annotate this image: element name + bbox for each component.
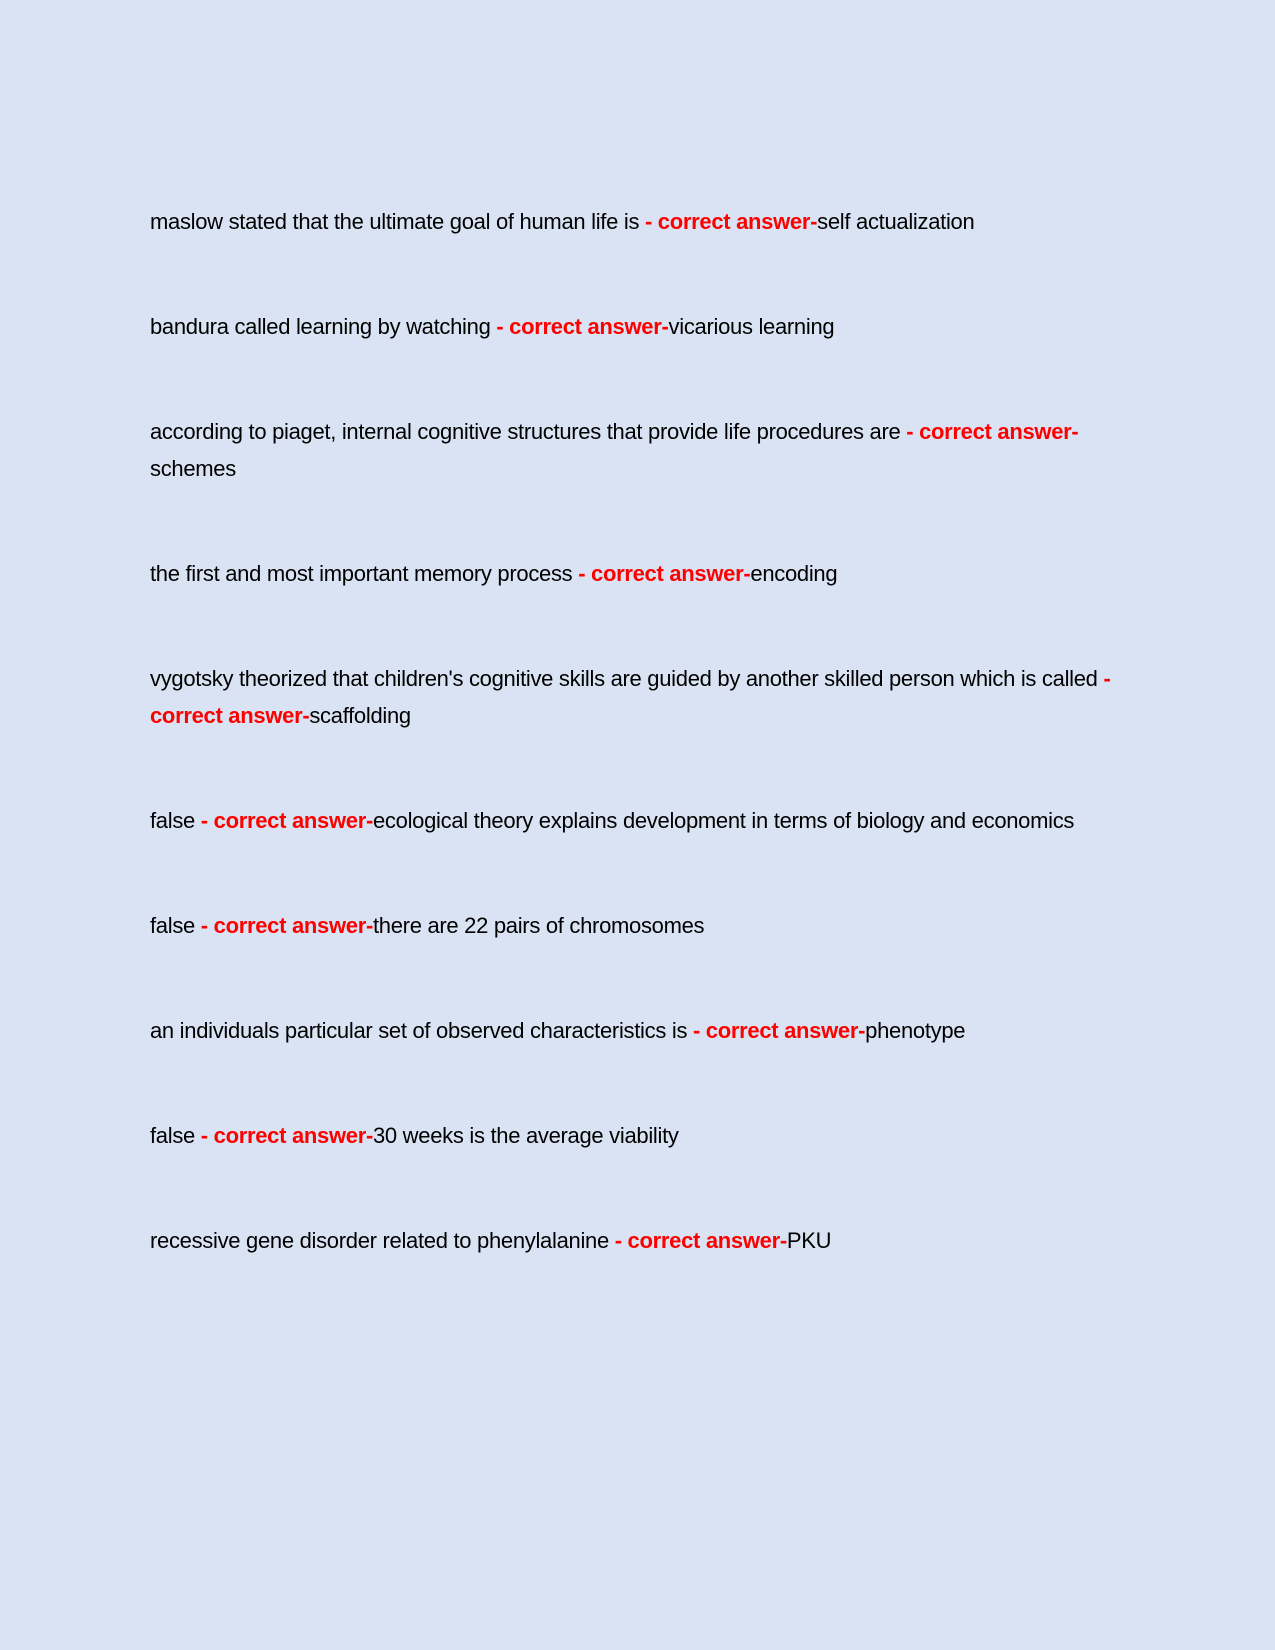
question-text: vygotsky theorized that children's cognitive skills are guided by another skilled person which is called: [150, 666, 1104, 691]
correct-answer-separator: - correct answer-: [578, 561, 751, 586]
qa-entry: [150, 907, 1140, 944]
answer-text: phenotype: [865, 1018, 966, 1043]
correct-answer-separator: - correct answer-: [496, 314, 669, 339]
document-body: [150, 203, 1140, 1327]
qa-entry: [150, 802, 1140, 839]
qa-entry: [150, 1222, 1140, 1259]
question-text: recessive gene disorder related to phenylalanine: [150, 1228, 615, 1253]
correct-answer-separator: - correct answer-: [200, 1123, 373, 1148]
correct-answer-separator: - correct answer-: [906, 419, 1079, 444]
question-text: maslow stated that the ultimate goal of human life is: [150, 209, 645, 234]
correct-answer-separator: - correct answer-: [692, 1018, 866, 1043]
qa-entry: [150, 1012, 1140, 1049]
answer-text: schemes: [150, 456, 236, 481]
answer-text: there are 22 pairs of chromosomes: [373, 913, 705, 938]
correct-answer-separator: - correct answer-: [644, 209, 818, 234]
qa-entry: [150, 1117, 1140, 1154]
qa-entry: [150, 203, 1140, 240]
question-text: false: [150, 913, 201, 938]
correct-answer-separator: - correct answer-: [200, 808, 373, 833]
correct-answer-separator: - correct answer-: [614, 1228, 787, 1253]
question-text: the first and most important memory process: [150, 561, 579, 586]
question-text: bandura called learning by watching: [150, 314, 497, 339]
qa-entry: [150, 555, 1140, 592]
correct-answer-separator: - correct answer-: [200, 913, 373, 938]
correct-answer-separator: - correct answer-: [150, 666, 1111, 728]
answer-text: 30 weeks is the average viability: [373, 1123, 679, 1148]
question-text: false: [150, 1123, 201, 1148]
answer-text: ecological theory explains development in terms of biology and economics: [373, 808, 1075, 833]
answer-text: PKU: [786, 1228, 832, 1253]
answer-text: scaffolding: [309, 703, 411, 728]
qa-entry: [150, 660, 1140, 734]
qa-entry: [150, 413, 1140, 487]
question-text: false: [150, 808, 201, 833]
question-text: an individuals particular set of observed characteristics is: [150, 1018, 693, 1043]
answer-text: self actualization: [817, 209, 975, 234]
qa-entry: [150, 308, 1140, 345]
question-text: according to piaget, internal cognitive structures that provide life procedures are: [150, 419, 907, 444]
answer-text: encoding: [750, 561, 838, 586]
answer-text: vicarious learning: [668, 314, 835, 339]
